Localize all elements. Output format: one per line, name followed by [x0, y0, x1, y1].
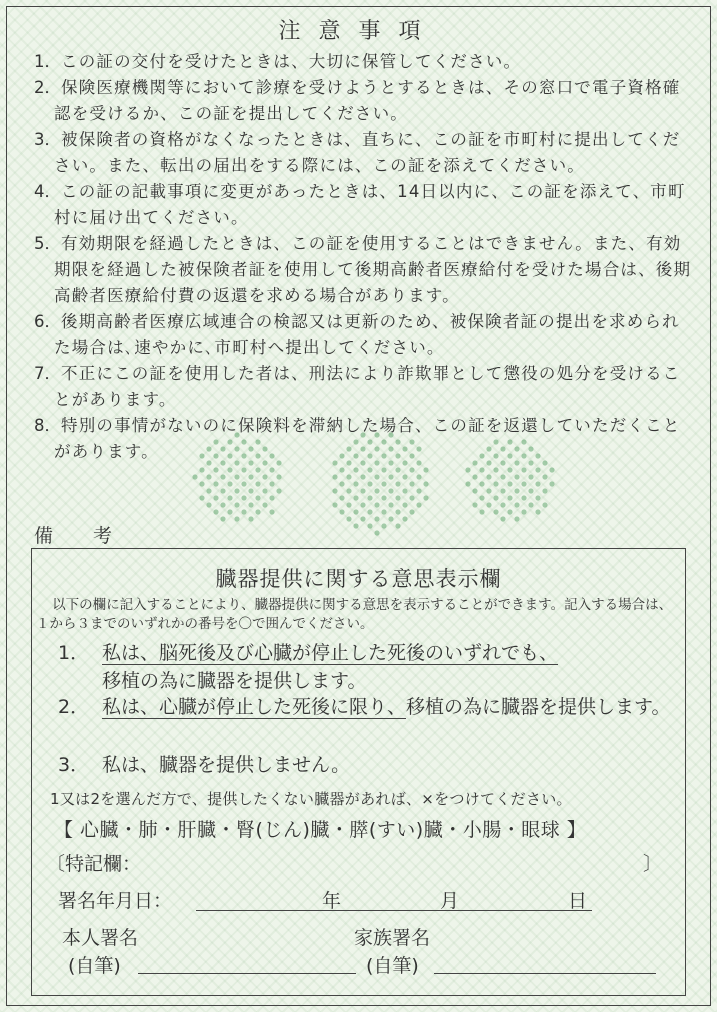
note-text: 特別の事情がないのに保険料を滞納した場合、この証を返還していただくことがあります。 — [54, 416, 681, 461]
note-text: この証の記載事項に変更があったときは、14日以内に、この証を添えて、市町村に届け出てください。 — [54, 182, 686, 227]
month-label: 月 — [440, 890, 460, 912]
note-number: 1． — [34, 52, 61, 71]
organ-choice-note: 1又は2を選んだ方で、提供したくない臓器があれば、×をつけてください。 — [50, 790, 572, 808]
special-notes-close-bracket: 〕 — [642, 853, 662, 875]
notes-list — [34, 49, 694, 465]
organ-donor-intro: 以下の欄に記入することにより、臓器提供に関する意思を表示することができます。記入する場合は、１から３までのいずれかの番号を〇で囲んでください。 — [36, 597, 673, 632]
year-label: 年 — [322, 890, 342, 912]
family-signature-field[interactable] — [434, 973, 656, 974]
note-text: 不正にこの証を使用した者は、刑法により詐欺罪として懲役の処分を受けることがあります。 — [54, 364, 681, 409]
day-label: 日 — [568, 890, 588, 912]
note-item — [34, 413, 694, 465]
family-handwriting-label: (自筆) — [366, 955, 419, 977]
note-number: 7． — [34, 364, 61, 383]
organ-donor-title: 臓器提供に関する意思表示欄 — [215, 567, 502, 591]
note-item — [34, 127, 694, 179]
note-text: 保険医療機関等において診療を受けようとするときは、その窓口で電子資格確認を受けるか、この証を提出してください。 — [54, 78, 681, 123]
note-number: 4． — [34, 182, 61, 201]
note-number: 3． — [34, 130, 61, 149]
note-item — [34, 49, 694, 75]
special-notes-label: 〔特記欄： — [46, 853, 142, 875]
organ-list[interactable]: 【 心臓・肺・肝臓・腎(じん)臓・膵(すい)臓・小腸・眼球 】 — [54, 819, 587, 841]
note-text: 有効期限を経過したときは、この証を使用することはできません。また、有効期限を経過した被保険者証を使用して後期高齢者医療給付を受けた場合は、後期高齢者医療給付費の返還を求める場合があります。 — [54, 234, 692, 305]
note-item — [34, 231, 694, 309]
family-signature-label: 家族署名 — [354, 927, 431, 949]
special-notes-field[interactable] — [46, 849, 662, 876]
note-text: 後期高齢者医療広域連合の検認又は更新のため、被保険者証の提出を求められた場合は､速やかに､市町村へ提出してください。 — [54, 312, 680, 357]
note-number: 5． — [34, 234, 61, 253]
self-handwriting-label: (自筆) — [68, 955, 121, 977]
note-item — [34, 361, 694, 413]
self-signature-field[interactable] — [138, 973, 356, 974]
note-item — [34, 179, 694, 231]
signature-date-field[interactable] — [196, 910, 592, 911]
self-signature-label: 本人署名 — [62, 927, 139, 949]
signature-date-label: 署名年月日： — [58, 890, 173, 912]
note-number: 6． — [34, 312, 61, 331]
remarks-label: 備考 — [34, 525, 153, 547]
notes-title: 注意事項 — [278, 19, 439, 44]
note-item — [34, 75, 694, 127]
donor-option-1[interactable]: 1． 私は、脳死後及び心臓が停止した死後のいずれでも、 移植の為に臓器を提供します。 — [58, 642, 559, 692]
donor-option-2[interactable]: 2． 私は、心臓が停止した死後に限り、移植の為に臓器を提供します。 — [58, 696, 671, 718]
note-item — [34, 309, 694, 361]
note-number: 8． — [34, 416, 61, 435]
note-text: 被保険者の資格がなくなったときは、直ちに、この証を市町村に提出してください。また、転出の届出をする際には、この証を添えてください。 — [54, 130, 681, 175]
organ-donor-section — [31, 548, 686, 996]
note-number: 2． — [34, 78, 61, 97]
note-text: この証の交付を受けたときは、大切に保管してください。 — [61, 52, 522, 71]
donor-option-3[interactable]: 3． 私は、臓器を提供しません。 — [58, 754, 351, 776]
